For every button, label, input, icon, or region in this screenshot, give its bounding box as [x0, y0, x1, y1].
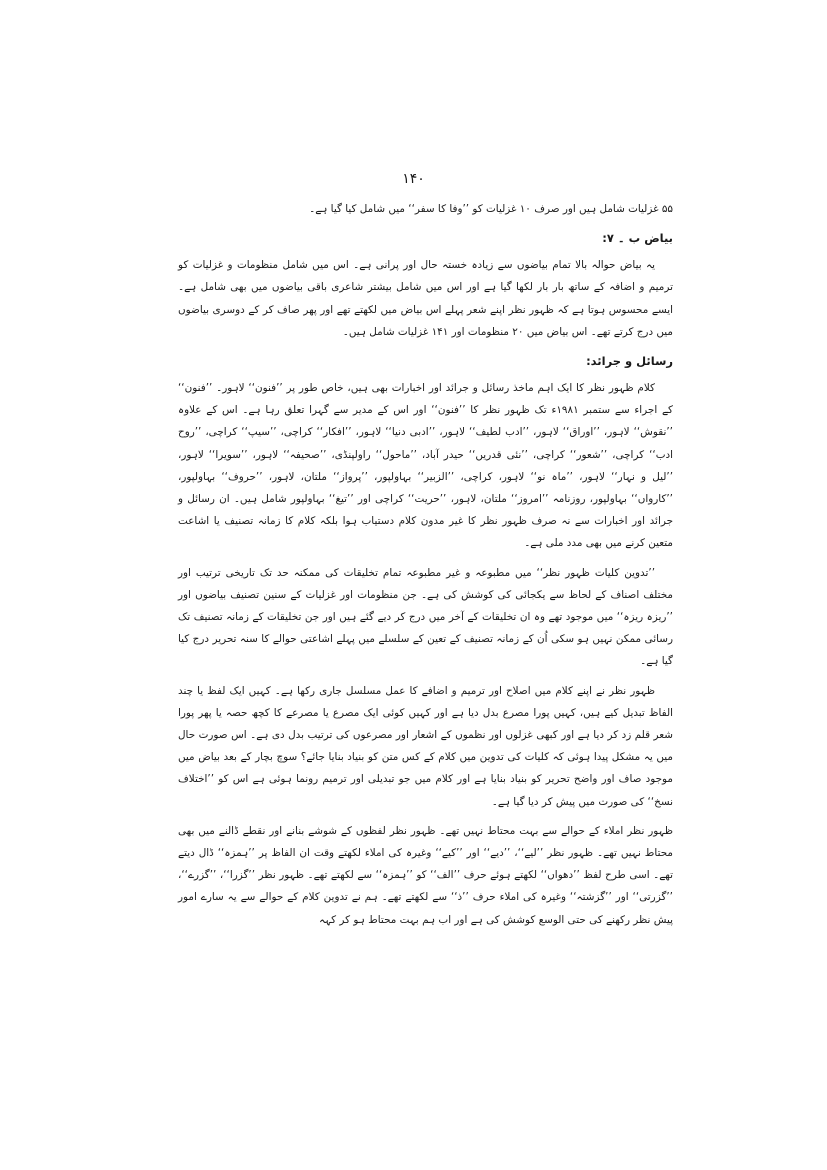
- paragraph-continuation: ۵۵ غزلیات شامل ہیں اور صرف ۱۰ غزلیات کو ’’وفا کا سفر‘‘ میں شامل کیا گیا ہے۔: [309, 203, 673, 215]
- page-body: [178, 198, 673, 938]
- paragraph-periodicals: کلام ظہور نظر کا ایک اہم ماخذ رسائل و جرائد اور اخبارات بھی ہیں، خاص طور پر ’’فنون‘‘ لاہور۔ ’’فنون‘‘ کے اجراء سے ستمبر ۱۹۸۱ء تک ظہور نظر کا ’’فنون‘‘ اور اس کے مدیر سے گہرا تعلق رہا ہے۔ اس کے علاوہ ’’نقوش‘‘ لاہور، ’’اوراق‘‘ لاہور، ’’ادب لطیف‘‘ لاہور، ’’ادبی دنیا‘‘ لاہور، ’’افکار‘‘ کراچی، ’’سیپ‘‘ کراچی، ’’روح ادب‘‘ کراچی، ’’شعور‘‘ کراچی، ’’نئی قدریں‘‘ حیدر آباد، ’’ماحول‘‘ راولپنڈی، ’’صحیفہ‘‘ لاہور، ’’سویرا‘‘ لاہور، ’’لیل و نہار‘‘ لاہور، ’’ماہ نو‘‘ لاہور، کراچی، ’’الزبیر‘‘ بہاولپور، ’’پرواز‘‘ ملتان، لاہور، ’’حروف‘‘ بہاولپور، ’’کارواں‘‘ بہاولپور، روزنامہ ’’امروز‘‘ ملتان، لاہور، ’’حریت‘‘ کراچی اور ’’تیغ‘‘ بہاولپور شامل ہیں۔ ان رسائل و جرائد اور اخبارات سے نہ صرف ظہور نظر کا غیر مدون کلام دستیاب ہوا بلکہ کلام کا زمانہ تصنیف یا اشاعت متعین کرنے میں بھی مدد ملی ہے۔: [178, 382, 673, 550]
- page-number: ۱۴۰: [402, 171, 425, 187]
- section-heading-bayaz: بیاض ب ۔ ۷:: [602, 231, 673, 246]
- section-heading-periodicals: رسائل و جرائد:: [586, 354, 673, 369]
- paragraph-compilation: ’’تدوین کلیات ظہور نظر‘‘ میں مطبوعہ و غیر مطبوعہ تمام تخلیقات کی ممکنہ حد تک تاریخی ترتیب اور مختلف اصناف کے لحاظ سے یکجائی کی کوشش کی ہے۔ جن منظومات اور غزلیات کے سنین تصنیف بیاضوں اور ’’ریزہ ریزہ‘‘ میں موجود تھے وہ ان تخلیقات کے آخر میں درج کر دیے گئے ہیں اور جن تخلیقات کے زمانہ تصنیف تک رسائی ممکن نہیں ہو سکی اُن کے زمانہ تصنیف کے تعین کے سلسلے میں پہلے اشاعتی حوالے کا سنہ تحریر درج کیا گیا ہے۔: [178, 566, 673, 668]
- paragraph-bayaz-description: یہ بیاض حوالہ بالا تمام بیاضوں سے زیادہ خستہ حال اور پرانی ہے۔ اس میں شامل منظومات و غزلیات کو ترمیم و اضافہ کے ساتھ بار بار لکھا گیا ہے اور اس میں شامل بیشتر شاعری باقی بیاضوں میں بھی شامل ہے۔ ایسے محسوس ہوتا ہے کہ ظہور نظر اپنے شعر پہلے اس بیاض میں لکھتے تھے اور پھر صاف کر کے دوسری بیاضوں میں درج کرتے تھے۔ اس بیاض میں ۲۰ منظومات اور ۱۴۱ غزلیات شامل ہیں۔: [178, 259, 673, 338]
- paragraph-revisions: ظہور نظر نے اپنے کلام میں اصلاح اور ترمیم و اضافے کا عمل مسلسل جاری رکھا ہے۔ کہیں ایک لفظ یا چند الفاظ تبدیل کیے ہیں، کہیں پورا مصرع بدل دیا ہے اور کہیں کوئی ایک مصرع یا مصرعے کا کچھ حصہ یا پھر پورا شعر قلم زد کر دیا ہے اور کبھی غزلوں اور نظموں کے اشعار اور مصرعوں کی ترتیب بدل دی ہے۔ اس صورت حال میں یہ مشکل پیدا ہوئی کہ کلیات کی تدوین میں کلام کے کس متن کو بنیاد بنایا جائے؟ سوچ بچار کے بعد بیاض میں موجود صاف اور واضح تحریر کو بنیاد بنایا ہے اور کلام میں جو تبدیلی اور ترمیم رونما ہوئی ہے اس کو ’’اختلاف نسخ‘‘ کی صورت میں پیش کر دیا گیا ہے۔: [178, 684, 673, 808]
- paragraph-orthography: ظہور نظر املاء کے حوالے سے بہت محتاط نہیں تھے۔ ظہور نظر لفظوں کے شوشے بنانے اور نقطے ڈالنے میں بھی محتاط نہیں تھے۔ ظہور نظر ’’لیے‘‘، ’’دیے‘‘ اور ’’کیے‘‘ وغیرہ کی املاء لکھتے وقت ان الفاظ پر ’’ہمزہ‘‘ ڈال دیتے تھے۔ اسی طرح لفظ ’’دھواں‘‘ لکھتے ہوئے حرف ’’الف‘‘ کو ’’ہمزہ‘‘ سے لکھتے تھے۔ ظہور نظر ’’گزرا‘‘، ’’گزرے‘‘، ’’گزرتی‘‘ اور ’’گزشتہ‘‘ وغیرہ کی املاء حرف ’’ذ‘‘ سے لکھتے تھے۔ ہم نے تدوین کلام کے حوالے سے یہ سارے امور پیش نظر رکھنے کی حتی الوسع کوشش کی ہے اور اب ہم بہت محتاط ہو کر کہہ: [178, 824, 673, 926]
